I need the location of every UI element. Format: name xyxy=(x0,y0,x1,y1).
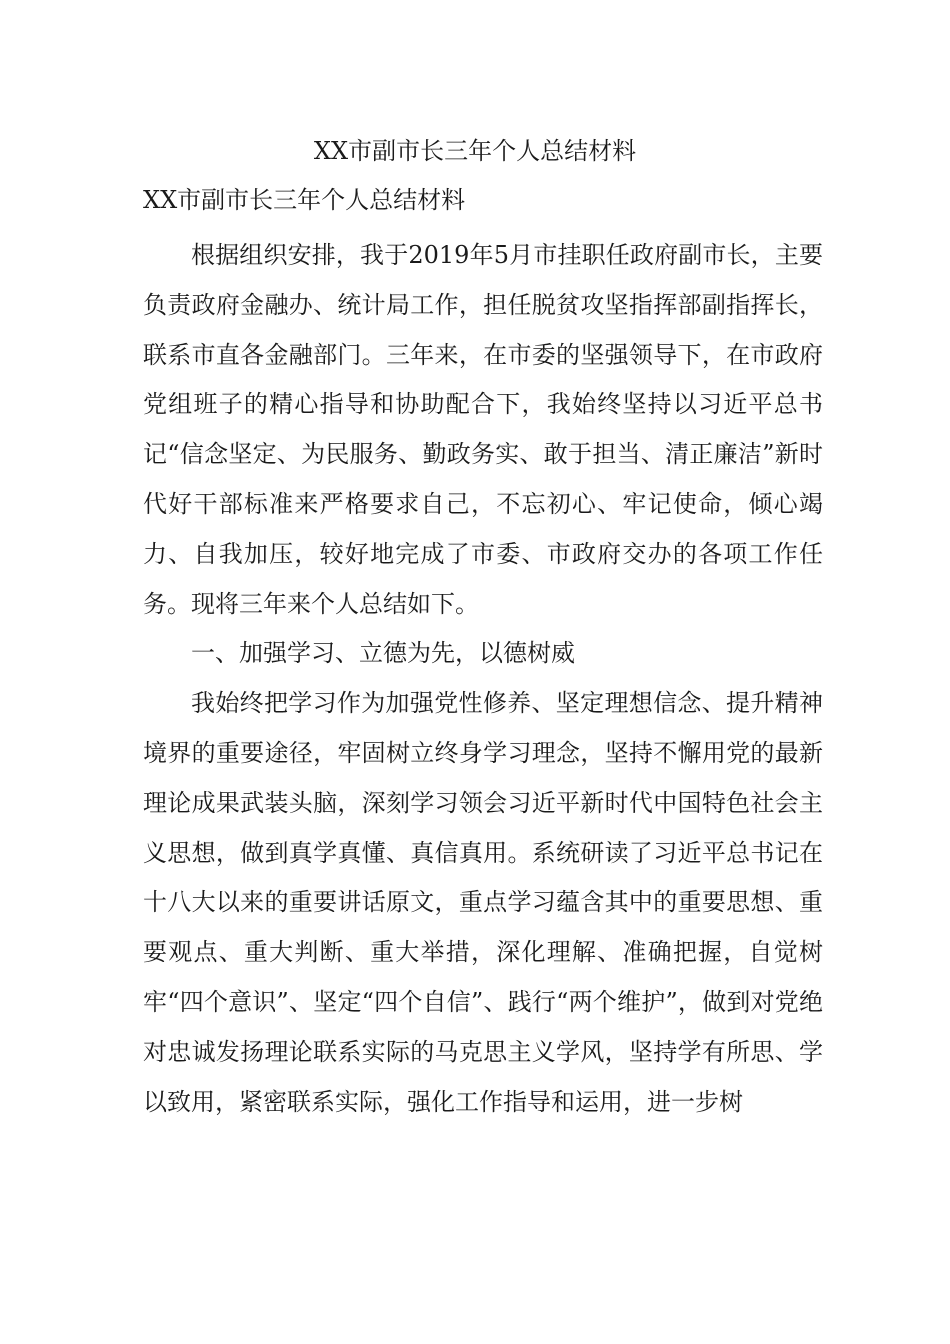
paragraph-study: 我始终把学习作为加强党性修养、坚定理想信念、提升精神境界的重要途径，牢固树立终身学习理念，坚持不懈用党的最新理论成果武装头脑，深刻学习领会习近平新时代中国特色社会主义思想，做到真学真懂、真信真用。系统研读了习近平总书记在十八大以来的重要讲话原文，重点学习蕴含其中的重要思想、重要观点、重大判断、重大举措，深化理解、准确把握，自觉树牢“四个意识”、坚定“四个自信”、践行“两个维护”，做到对党绝对忠诚发扬理论联系实际的马克思主义学风，坚持学有所思、学以致用，紧密联系实际，强化工作指导和运用，进一步树 xyxy=(143,689,823,1116)
document-body xyxy=(143,180,823,1127)
document-title: XX市副市长三年个人总结材料 xyxy=(313,137,637,165)
section-heading-1: 一、加强学习、立德为先，以德树威 xyxy=(191,639,575,668)
paragraph-intro: 根据组织安排，我于2019年5月市挂职任政府副市长，主要负责政府金融办、统计局工作，担任脱贫攻坚指挥部副指挥长，联系市直各金融部门。三年来，在市委的坚强领导下，在市政府党组班子的精心指导和协助配合下，我始终坚持以习近平总书记“信念坚定、为民服务、勤政务实、敢于担当、清正廉洁”新时代好干部标准来严格要求自己，不忘初心、牢记使命，倾心竭力、自我加压，较好地完成了市委、市政府交办的各项工作任务。现将三年来个人总结如下。 xyxy=(143,241,823,618)
document-subtitle: XX市副市长三年个人总结材料 xyxy=(143,186,466,214)
